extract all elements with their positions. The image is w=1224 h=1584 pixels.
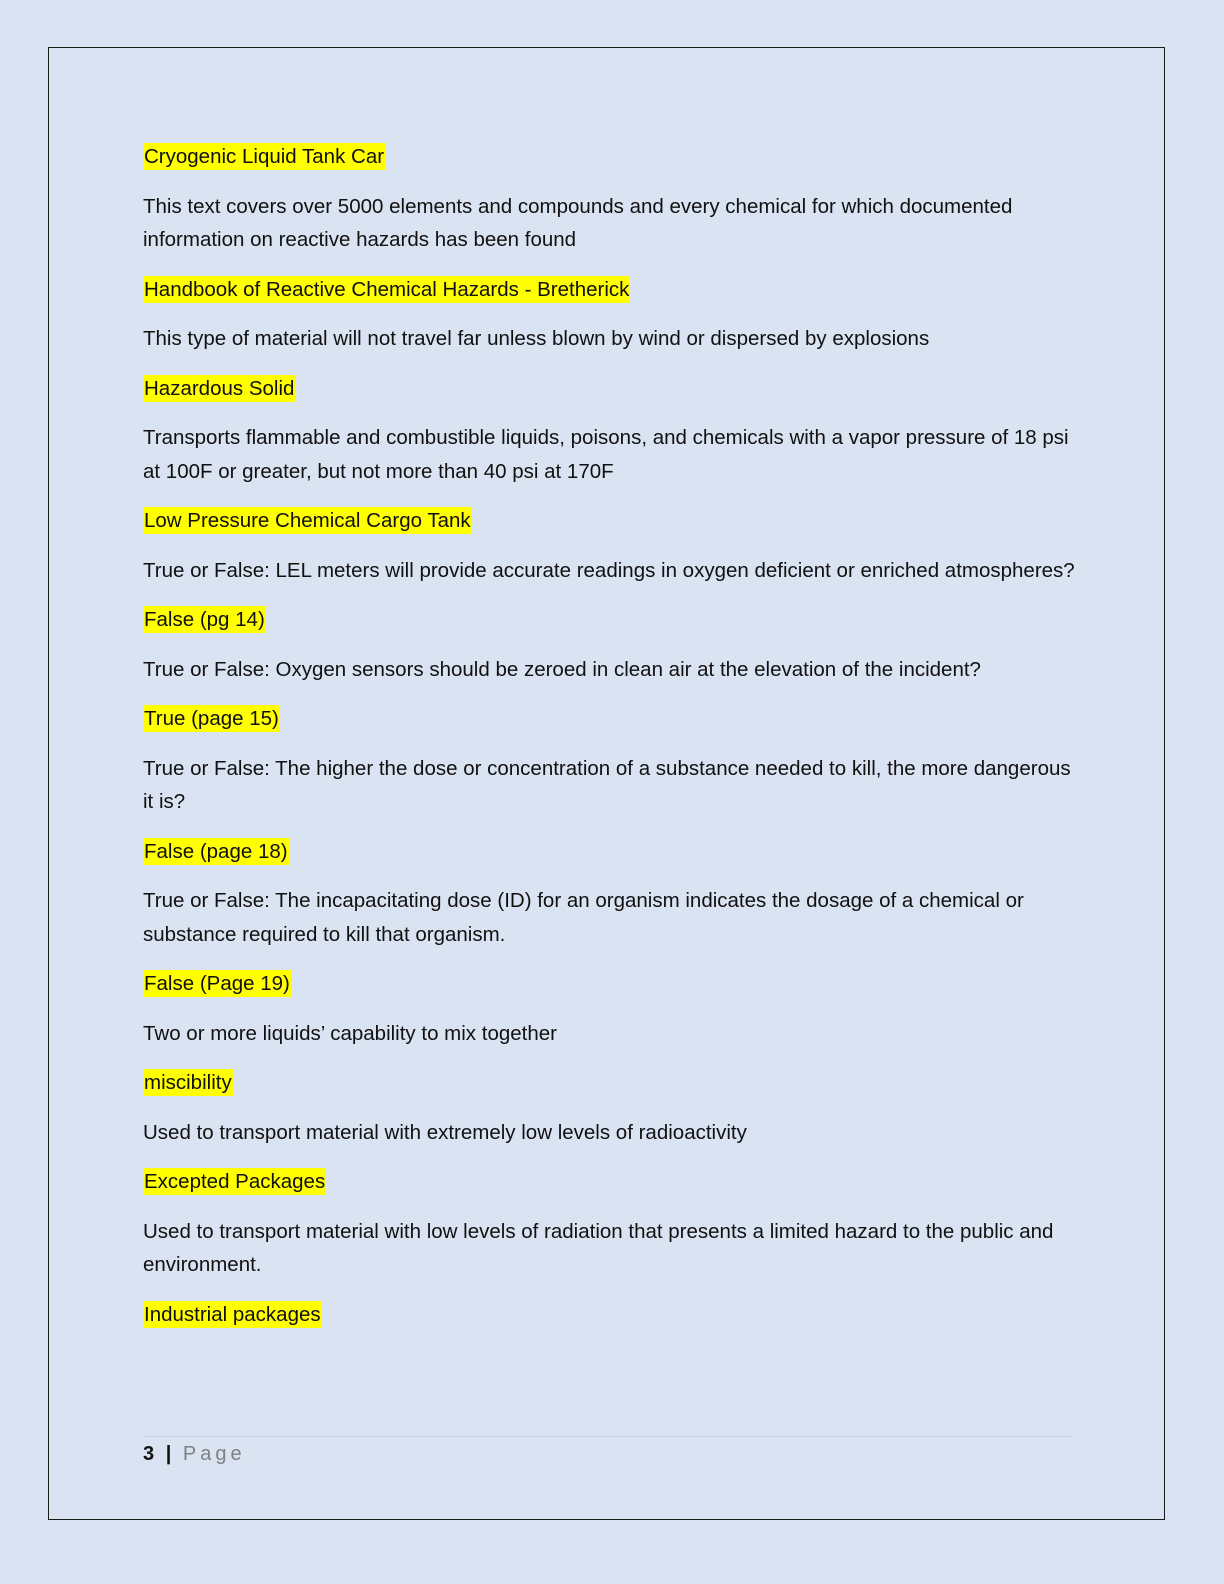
highlighted-answer: Cryogenic Liquid Tank Car bbox=[144, 145, 385, 168]
question-text: This type of material will not travel far unless blown by wind or dispersed by explosions bbox=[143, 327, 930, 350]
question-text: True or False: The incapacitating dose (ID) for an organism indicates the dosage of a chemical or substance required to kill that organism. bbox=[143, 889, 1024, 946]
question-text: Used to transport material with low levels of radiation that presents a limited hazard to the public and environment. bbox=[143, 1219, 1054, 1276]
highlighted-answer: Handbook of Reactive Chemical Hazards - Bretherick bbox=[144, 277, 630, 301]
highlighted-answer: True (page 15) bbox=[144, 707, 279, 730]
footer-separator: | bbox=[165, 1443, 172, 1465]
question-text: True or False: Oxygen sensors should be zeroed in clean air at the elevation of the incident? bbox=[143, 657, 981, 681]
question-text: Two or more liquids’ capability to mix together bbox=[143, 1021, 557, 1045]
highlighted-answer: False (page 18) bbox=[144, 839, 288, 863]
highlighted-answer: Excepted Packages bbox=[144, 1170, 326, 1193]
page-label: Page bbox=[182, 1443, 246, 1465]
question-text: True or False: The higher the dose or concentration of a substance needed to kill, the more dangerous it is? bbox=[143, 756, 1071, 813]
answer-text bbox=[143, 603, 1083, 637]
footer-divider bbox=[143, 1436, 1073, 1437]
highlighted-answer: miscibility bbox=[144, 1071, 232, 1094]
answer-text bbox=[143, 1165, 1083, 1199]
highlighted-answer: Hazardous Solid bbox=[144, 376, 295, 400]
answer-text bbox=[143, 1066, 1083, 1100]
answer-text bbox=[143, 273, 1083, 307]
highlighted-answer: Low Pressure Chemical Cargo Tank bbox=[144, 509, 471, 532]
answer-text bbox=[143, 1298, 1083, 1332]
highlighted-answer: False (Page 19) bbox=[144, 972, 290, 995]
answer-text bbox=[143, 702, 1083, 736]
document-body bbox=[143, 140, 1083, 1347]
highlighted-answer: Industrial packages bbox=[144, 1302, 321, 1326]
answer-text bbox=[143, 967, 1083, 1001]
answer-text bbox=[143, 504, 1083, 538]
page-number: 3 bbox=[143, 1443, 155, 1465]
highlighted-answer: False (pg 14) bbox=[144, 608, 265, 631]
question-text: Used to transport material with extremely low levels of radioactivity bbox=[143, 1120, 747, 1144]
question-text: True or False: LEL meters will provide accurate readings in oxygen deficient or enriched atmospheres? bbox=[143, 558, 1075, 582]
question-text: Transports flammable and combustible liquids, poisons, and chemicals with a vapor pressure of 18 psi at 100F or greater, but not more than 40 psi at 170F bbox=[143, 426, 1069, 483]
question-text: This text covers over 5000 elements and compounds and every chemical for which documented information on reactive hazards has been found bbox=[143, 194, 1013, 251]
answer-text bbox=[143, 835, 1083, 869]
answer-text bbox=[143, 140, 1083, 174]
answer-text bbox=[143, 372, 1083, 406]
page-footer bbox=[143, 1440, 246, 1468]
